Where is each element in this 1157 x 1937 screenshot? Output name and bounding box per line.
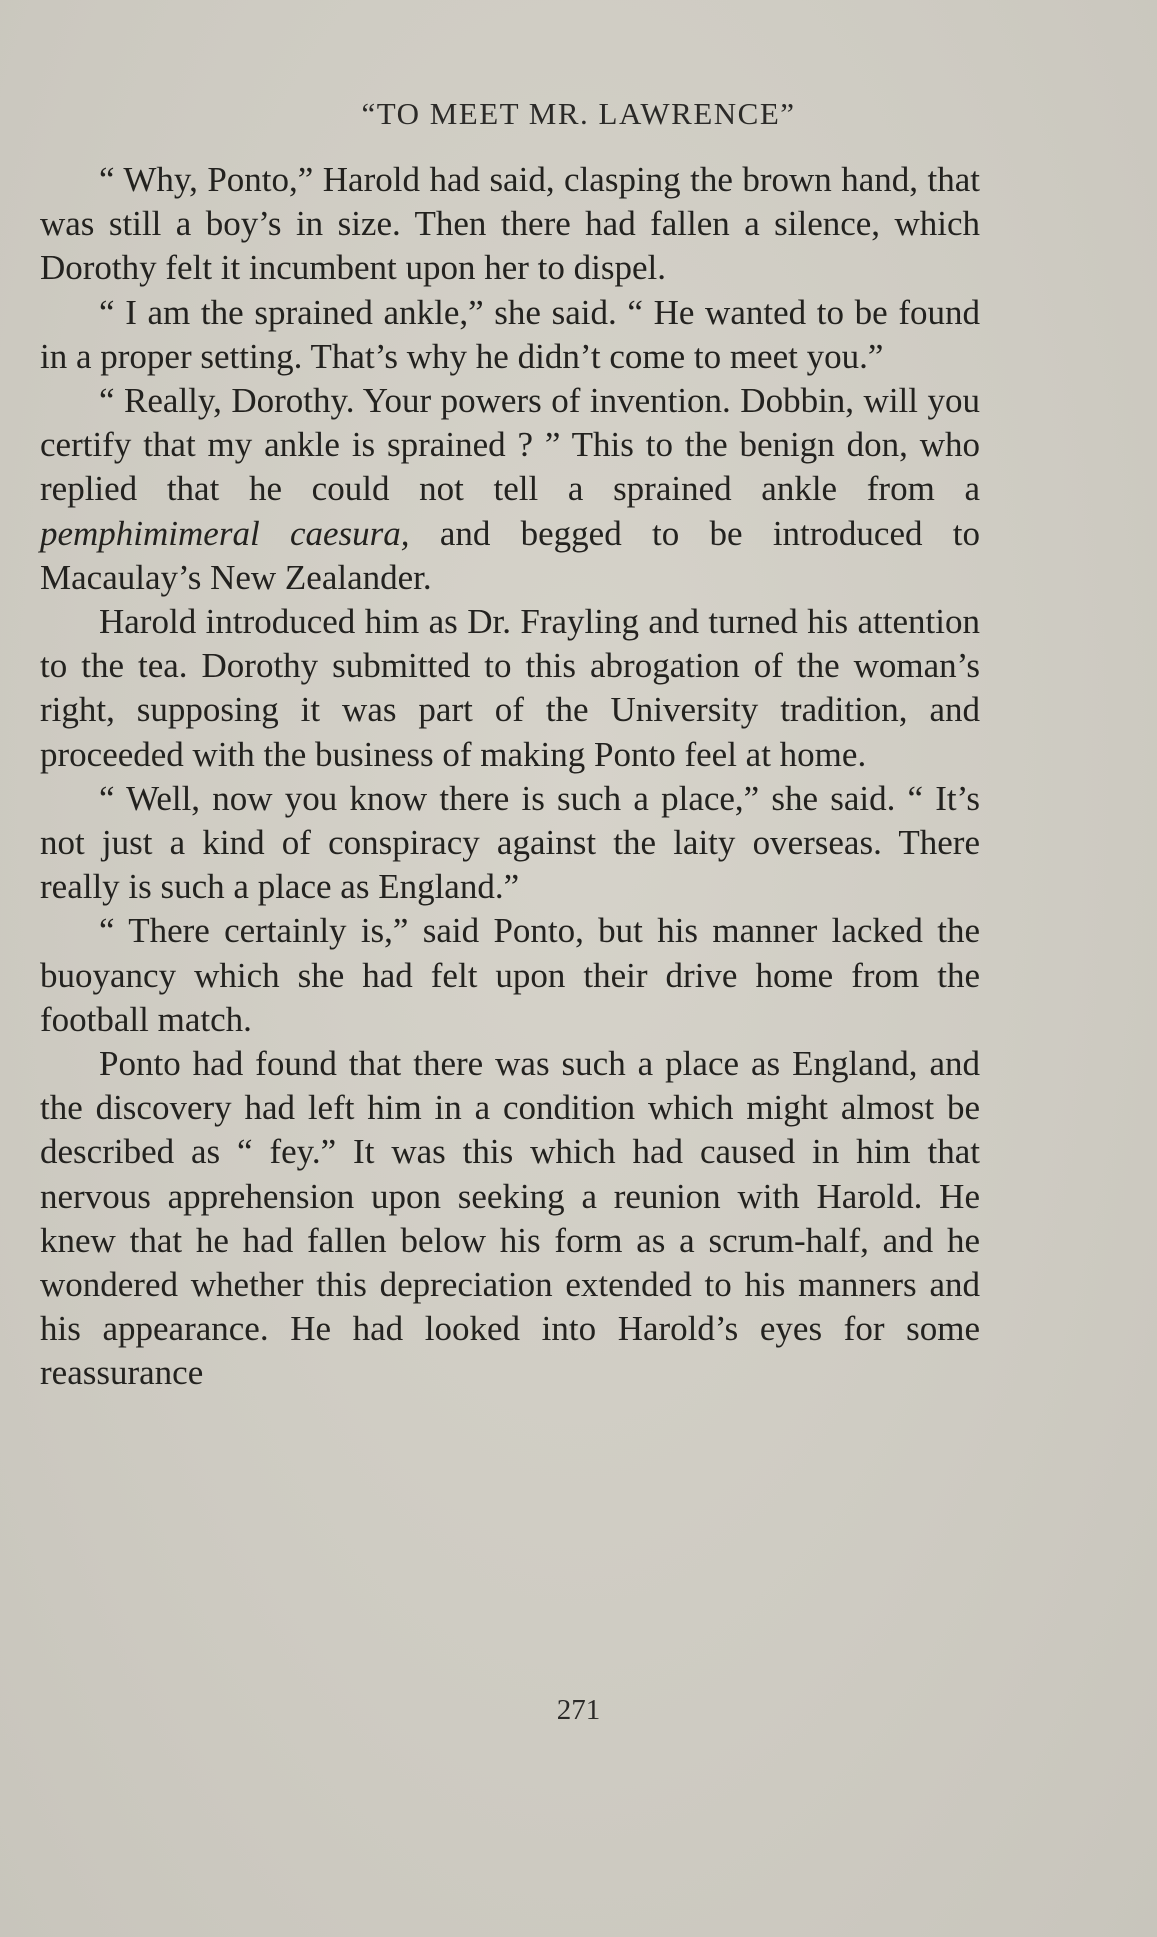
paragraph-5: “ Well, now you know there is such a place,” she said. “ It’s not just a kind of conspiracy against the laity overseas. There really is such a place as England.” bbox=[40, 778, 980, 907]
paragraph-4: Harold introduced him as Dr. Frayling and turned his attention to the tea. Dorothy submitted to this abrogation of the woman’s right, supposing it was part of the University tradition, and proceeded with the business of making Ponto feel at home. bbox=[40, 602, 980, 774]
body-text bbox=[40, 158, 980, 1396]
paragraph-3-text: “ Really, Dorothy. Your powers of invention. Dobbin, will you certify that my ankle is sprained ? ” This to the benign don, who replied that he could not tell a sprained ankle from a bbox=[40, 381, 980, 509]
running-head: “TO MEET MR. LAWRENCE” bbox=[361, 96, 796, 131]
italic-phrase: pemphimimeral caesura, bbox=[40, 513, 410, 553]
paragraph-3-text-end: and begged to be introduced to Macaulay’s New Zealander. bbox=[40, 513, 980, 597]
page-number: 271 bbox=[556, 1694, 601, 1726]
paragraph-3 bbox=[40, 379, 980, 600]
paragraph-6: “ There certainly is,” said Ponto, but his manner lacked the buoyancy which she had felt upon their drive home from the football match. bbox=[40, 911, 980, 1039]
paragraph-7: Ponto had found that there was such a place as England, and the discovery had left him in a condition which might almost be described as “ fey.” It was this which had caused in him that nervous apprehension upon seeking a reunion with Harold. He knew that he had fallen below his form as a scrum-half, and he wondered whether this depreciation extended to his manners and his appearance. He had looked into Harold’s eyes for some reassurance bbox=[40, 1044, 980, 1393]
paragraph-2: “ I am the sprained ankle,” she said. “ He wanted to be found in a proper setting. That’s why he didn’t come to meet you.” bbox=[40, 292, 980, 376]
paragraph-1: “ Why, Ponto,” Harold had said, clasping the brown hand, that was still a boy’s in size. Then there had fallen a silence, which Dorothy felt it incumbent upon her to dispel. bbox=[40, 160, 980, 288]
